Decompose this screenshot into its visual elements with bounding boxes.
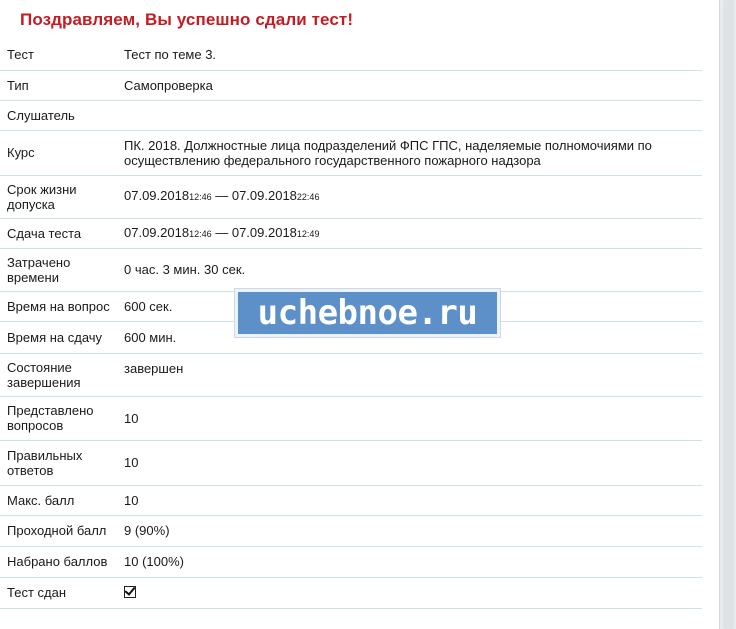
table-row	[0, 130, 702, 175]
row-label: Время на сдачу	[0, 321, 124, 353]
row-value: 10	[124, 440, 702, 485]
end-date: 07.09.2018	[231, 188, 297, 203]
table-row	[0, 546, 702, 577]
row-label: Сдача теста	[0, 218, 124, 248]
row-label: Проходной балл	[0, 515, 124, 546]
row-label: Слушатель	[0, 100, 124, 130]
row-value: Тест по теме 3.	[124, 40, 702, 70]
row-label: Затрачено времени	[0, 248, 124, 291]
row-label: Тест	[0, 40, 124, 70]
watermark: uchebnoe.ru	[235, 289, 500, 337]
table-row	[0, 515, 702, 546]
row-label: Правильных ответов	[0, 440, 124, 485]
start-date: 07.09.2018	[124, 188, 190, 203]
row-value: 10	[124, 485, 702, 515]
row-label: Набрано баллов	[0, 546, 124, 577]
row-value: 10 (100%)	[124, 546, 702, 577]
row-value: 9 (90%)	[124, 515, 702, 546]
table-row	[0, 396, 702, 440]
start-date: 07.09.2018	[124, 224, 190, 240]
end-time: 22:46	[296, 192, 320, 202]
start-time: 12:46	[189, 228, 212, 239]
table-row	[0, 40, 702, 70]
end-date: 07.09.2018	[231, 224, 297, 240]
row-value	[124, 100, 702, 130]
row-value: 600 мин.	[124, 321, 702, 353]
row-value: завершен	[124, 353, 702, 396]
table-row	[0, 218, 702, 248]
table-row	[0, 175, 702, 218]
row-label: Тип	[0, 70, 124, 100]
row-value	[124, 175, 702, 218]
table-row	[0, 485, 702, 515]
row-value: 0 час. 3 мин. 30 сек.	[124, 248, 702, 291]
row-value: 10	[124, 396, 702, 440]
vertical-scrollbar[interactable]	[719, 0, 736, 629]
row-value: ПК. 2018. Должностные лица подразделений ФПС ГПС, наделяемые полномочиями по осуществлению федерального государственного пожарного надзора	[124, 130, 702, 175]
table-row	[0, 70, 702, 100]
range-separator: —	[211, 224, 232, 240]
row-label: Срок жизни допуска	[0, 175, 124, 218]
range-separator: —	[211, 188, 232, 203]
table-row	[0, 353, 702, 396]
row-value: Самопроверка	[124, 70, 702, 100]
row-value	[124, 577, 702, 608]
scrollbar-thumb[interactable]	[723, 0, 734, 629]
table-row	[0, 248, 702, 291]
table-row	[0, 440, 702, 485]
row-label: Макс. балл	[0, 485, 124, 515]
row-value	[124, 218, 702, 248]
row-label: Время на вопрос	[0, 291, 124, 321]
row-label: Тест сдан	[0, 577, 124, 608]
end-time: 12:49	[296, 228, 320, 239]
checked-checkbox-icon	[124, 586, 136, 598]
table-row	[0, 100, 702, 130]
row-label: Курс	[0, 130, 124, 175]
row-label: Состояние завершения	[0, 353, 124, 396]
start-time: 12:46	[189, 192, 212, 202]
row-label: Представлено вопросов	[0, 396, 124, 440]
page-title: Поздравляем, Вы успешно сдали тест!	[20, 10, 354, 29]
row-value: 600 сек.	[124, 291, 702, 321]
table-row	[0, 577, 702, 608]
